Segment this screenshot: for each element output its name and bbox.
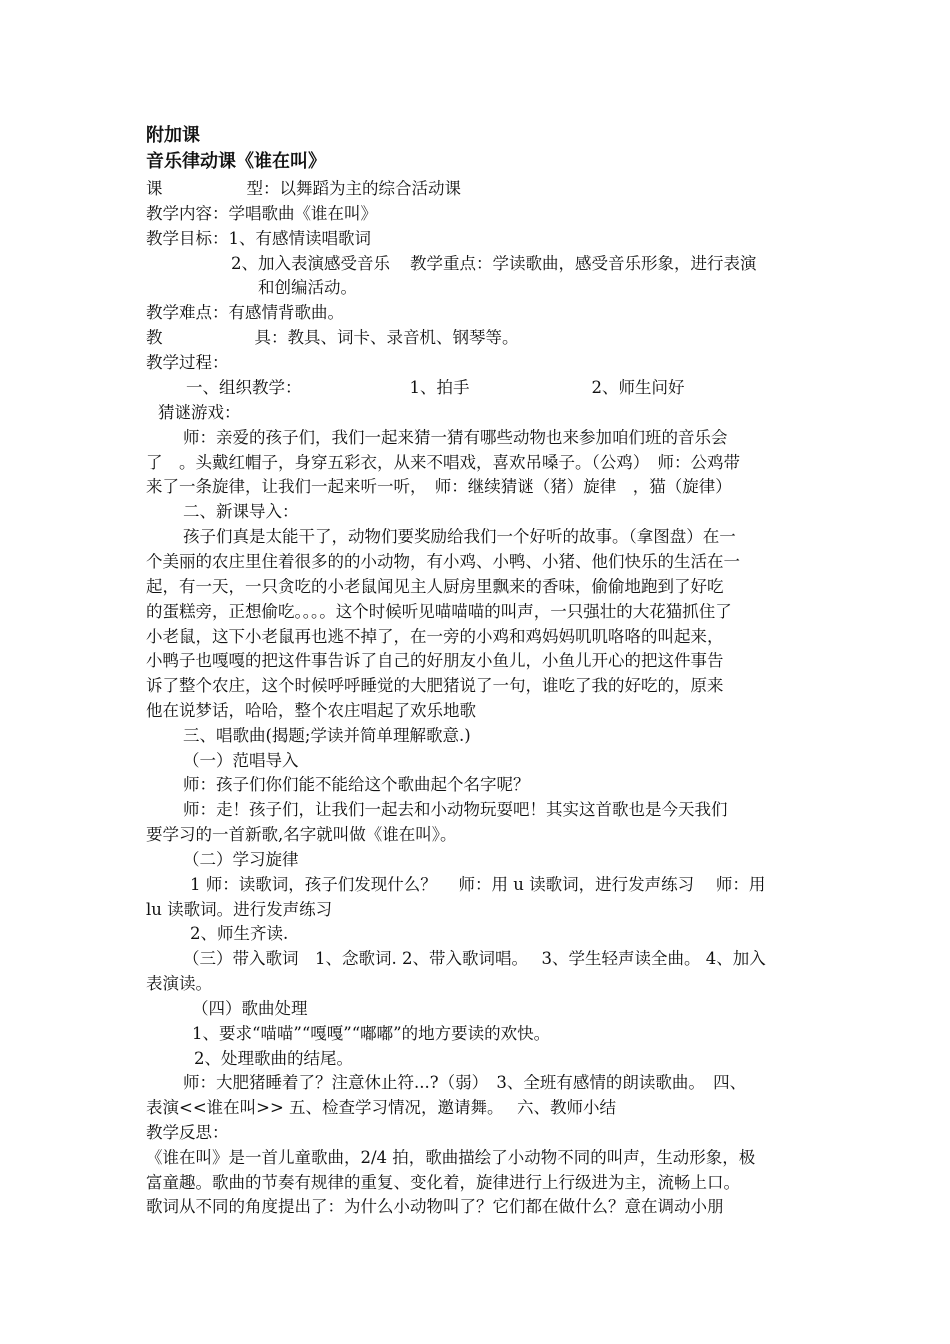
org-teaching bbox=[186, 376, 856, 400]
section-new-lesson: 二、新课导入： bbox=[183, 502, 299, 521]
paragraph-line: 来了一条旋律，让我们一起来听一听， 师：继续猜谜（猪）旋律 ，猫（旋律） bbox=[146, 477, 732, 496]
paragraph-line: 的蛋糕旁，正想偷吃。。。。这个时候听见喵喵喵的叫声，一只强壮的大花猫抓住了 bbox=[146, 602, 732, 621]
paragraph-line: 1 师：读歌词，孩子们发现什么？ 师：用 u 读歌词，进行发声练习 师：用 bbox=[190, 875, 766, 894]
lesson-tools-label: 教 bbox=[146, 328, 163, 347]
org-step-1: 1、拍手 bbox=[409, 378, 470, 397]
subsection-title: （二）学习旋律 bbox=[183, 850, 299, 869]
lesson-type-value: 型：以舞蹈为主的综合活动课 bbox=[246, 179, 461, 198]
section-reflection: 教学反思： bbox=[146, 1123, 229, 1142]
lesson-process: 教学过程： bbox=[146, 353, 229, 372]
lesson-goal-1: 教学目标：1、有感情读唱歌词 bbox=[146, 229, 371, 248]
lesson-goal-2 bbox=[231, 252, 821, 276]
paragraph-line: 歌词从不同的角度提出了：为什么小动物叫了？它们都在做什么？意在调动小朋 bbox=[146, 1197, 724, 1216]
paragraph-line: 表演<<谁在叫>> 五、检查学习情况，邀请舞。 六、教师小结 bbox=[146, 1098, 617, 1117]
subsection-title: （四）歌曲处理 bbox=[192, 999, 308, 1018]
paragraph-line: 诉了整个农庄，这个时候呼呼睡觉的大肥猪说了一句，谁吃了我的好吃的，原来 bbox=[146, 676, 724, 695]
lesson-goal-2-text: 2、加入表演感受音乐 bbox=[231, 254, 390, 273]
subsection-title: （一）范唱导入 bbox=[183, 751, 299, 770]
paragraph-line: 2、师生齐读. bbox=[190, 924, 289, 943]
paragraph-line: 起，有一天，一只贪吃的小老鼠闻见主人厨房里飘来的香味，偷偷地跑到了好吃 bbox=[146, 577, 724, 596]
lesson-type bbox=[146, 177, 816, 201]
paragraph-line: 了 。头戴红帽子，身穿五彩衣，从来不唱戏，喜欢吊嗓子。（公鸡） 师：公鸡带 bbox=[146, 453, 740, 472]
heading: 附加课 bbox=[146, 125, 200, 146]
paragraph-line: 《谁在叫》是一首儿童歌曲，2/4 拍，歌曲描绘了小动物不同的叫声，生动形象，极 bbox=[146, 1148, 756, 1167]
lesson-difficulty: 教学难点：有感情背歌曲。 bbox=[146, 303, 344, 322]
paragraph-line: 他在说梦话，哈哈，整个农庄唱起了欢乐地歌 bbox=[146, 701, 476, 720]
paragraph-line: 2、处理歌曲的结尾。 bbox=[194, 1049, 353, 1068]
lesson-focus: 教学重点：学读歌曲，感受音乐形象，进行表演 bbox=[410, 254, 757, 273]
paragraph-line: 个美丽的农庄里住着很多的的小动物，有小鸡、小鸭、小猪、他们快乐的生活在一 bbox=[146, 552, 740, 571]
org-teaching-title: 一、组织教学： bbox=[186, 378, 302, 397]
paragraph-line: 1、要求“喵喵”“嘎嘎”“嘟嘟”的地方要读的欢快。 bbox=[192, 1024, 551, 1043]
paragraph-line: 师：大肥猪睡着了？注意休止符...?（弱） 3、全班有感情的朗读歌曲。 四、 bbox=[183, 1073, 747, 1092]
paragraph-line: 表演读。 bbox=[146, 974, 212, 993]
paragraph-line: 小鸭子也嘎嘎的把这件事告诉了自己的好朋友小鱼儿，小鱼儿开心的把这件事告 bbox=[146, 651, 724, 670]
org-step-2: 2、师生问好 bbox=[591, 378, 685, 397]
paragraph-line: 师：亲爱的孩子们，我们一起来猜一猜有哪些动物也来参加咱们班的音乐会 bbox=[183, 428, 728, 447]
paragraph-line: 师：走！孩子们，让我们一起去和小动物玩耍吧！其实这首歌也是今天我们 bbox=[183, 800, 728, 819]
lesson-tools-value: 具：教具、词卡、录音机、钢琴等。 bbox=[254, 328, 519, 347]
paragraph-line: 小老鼠，这下小老鼠再也逃不掉了，在一旁的小鸡和鸡妈妈叽叽咯咯的叫起来， bbox=[146, 627, 724, 646]
paragraph-line: 孩子们真是太能干了，动物们要奖励给我们一个好听的故事。（拿图盘）在一 bbox=[183, 527, 736, 546]
lesson-content: 教学内容：学唱歌曲《谁在叫》 bbox=[146, 204, 377, 223]
riddle-game: 猜谜游戏： bbox=[158, 403, 241, 422]
paragraph-line: 要学习的一首新歌,名字就叫做《谁在叫》。 bbox=[146, 825, 457, 844]
lesson-focus-2: 和创编活动。 bbox=[258, 278, 357, 297]
paragraph-line: （三）带入歌词 1、念歌词. 2、带入歌词唱。 3、学生轻声读全曲。 4、加入 bbox=[183, 949, 766, 968]
paragraph-line: 师：孩子们你们能不能给这个歌曲起个名字呢？ bbox=[183, 775, 530, 794]
lesson-tools bbox=[146, 326, 816, 350]
paragraph-line: lu 读歌词。进行发声练习 bbox=[146, 900, 333, 919]
subheading: 音乐律动课《谁在叫》 bbox=[146, 151, 326, 172]
section-sing: 三、唱歌曲(揭题;学读并简单理解歌意.) bbox=[183, 726, 471, 745]
lesson-type-label: 课 bbox=[146, 179, 163, 198]
paragraph-line: 富童趣。歌曲的节奏有规律的重复、变化着，旋律进行上行级进为主，流畅上口。 bbox=[146, 1173, 740, 1192]
